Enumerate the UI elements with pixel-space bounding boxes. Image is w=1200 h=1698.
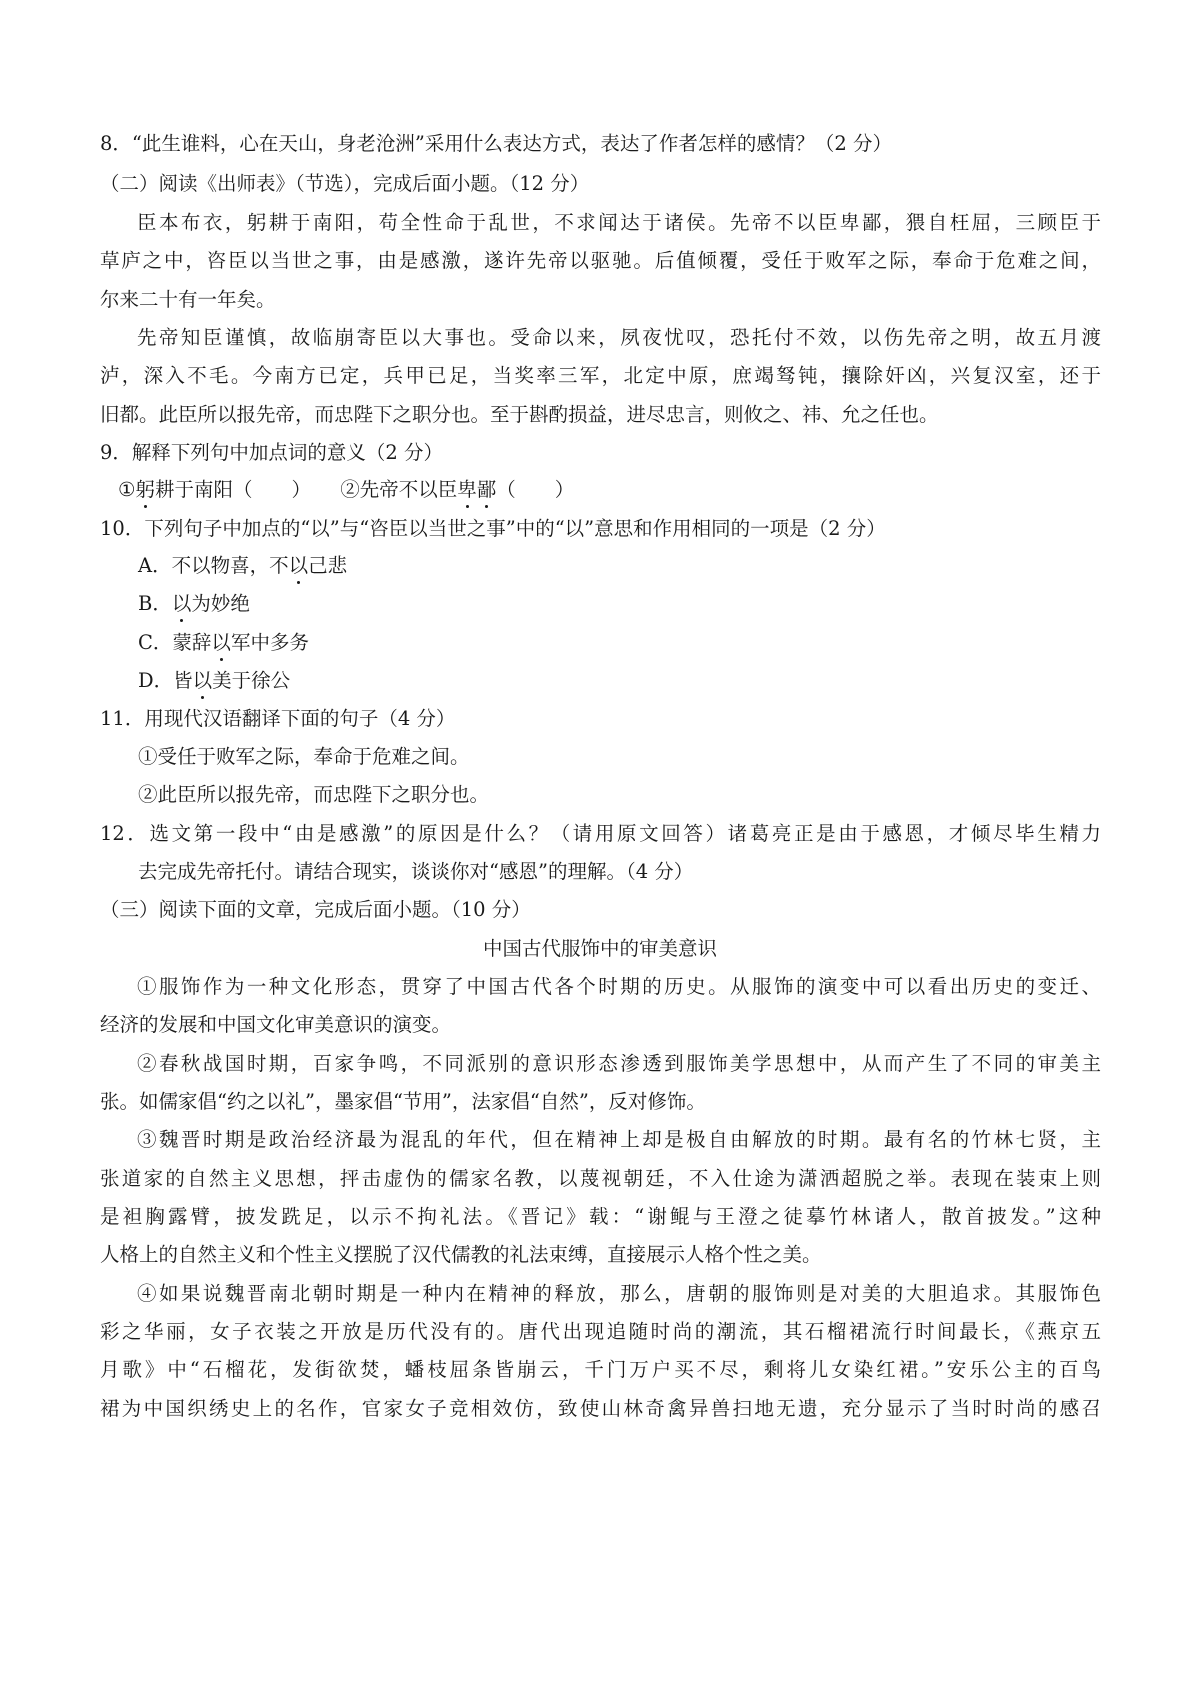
q9-item1-prefix: ① [118, 478, 136, 501]
article-paragraph-3-line-4: 人格上的自然主义和个性主义摆脱了汉代儒教的礼法束缚，直接展示人格个性之美。 [100, 1243, 822, 1266]
article-paragraph-3-line-2: 张道家的自然主义思想，抨击虚伪的儒家名教，以蔑视朝廷，不入仕途为潇洒超脱之举。表现在装束上则 [100, 1167, 1101, 1190]
passage-paragraph-1-line-2: 草庐之中，咨臣以当世之事，由是感激，遂许先帝以驱驰。后值倾覆，受任于败军之际，奉命于危难之间， [100, 249, 1101, 272]
passage-paragraph-1-line-1: 臣本布衣，躬耕于南阳，苟全性命于乱世，不求闻达于诸侯。先帝不以臣卑鄙，猥自枉屈，三顾臣于 [137, 211, 1101, 234]
question-11-sentence-1: ①受任于败军之际，奉命于危难之间。 [138, 745, 470, 768]
section-2-heading: （二）阅读《出师表》（节选），完成后面小题。（12 分） [100, 172, 590, 195]
q10-d-dotted: 以 [192, 669, 213, 692]
question-11-sentence-2: ②此臣所以报先帝，而忠陛下之职分也。 [138, 783, 490, 806]
q9-item-middle: 耕于南阳（ ） ②先帝不以臣 [155, 478, 458, 501]
q10-b-rest: 为妙绝 [191, 592, 250, 615]
q10-b-text: B． [138, 592, 172, 615]
q10-d-text: D．皆 [138, 669, 193, 692]
question-11: 11．用现代汉语翻译下面的句子（4 分） [100, 707, 456, 730]
article-paragraph-4-line-2: 彩之华丽，女子衣装之开放是历代没有的。唐代出现追随时尚的潮流，其石榴裙流行时间最长，《燕京五 [100, 1320, 1101, 1343]
article-paragraph-4-line-4: 裙为中国织绣史上的名作，官家女子竞相效仿，致使山林奇禽异兽扫地无遗，充分显示了当时时尚的感召 [100, 1397, 1101, 1420]
q10-a-dotted: 以 [288, 554, 309, 577]
q10-d-rest: 美于徐公 [212, 669, 291, 692]
passage-paragraph-1-line-3: 尔来二十有一年矣。 [100, 288, 276, 311]
passage-paragraph-2-line-1: 先帝知臣谨慎，故临崩寄臣以大事也。受命以来，夙夜忧叹，恐托付不效，以伤先帝之明，故五月渡 [137, 326, 1101, 349]
article-paragraph-2-line-1: ②春秋战国时期，百家争鸣，不同派别的意识形态渗透到服饰美学思想中，从而产生了不同的审美主 [137, 1052, 1101, 1075]
article-paragraph-4-line-1: ④如果说魏晋南北朝时期是一种内在精神的释放，那么，唐朝的服饰则是对美的大胆追求。其服饰色 [137, 1282, 1101, 1305]
q9-dotted-word-3: 鄙 [476, 478, 497, 501]
question-9-items [118, 477, 574, 503]
q10-option-d [138, 668, 290, 694]
article-paragraph-2-line-2: 张。如儒家倡“约之以礼”，墨家倡“节用”，法家倡“自然”，反对修饰。 [100, 1090, 706, 1113]
article-paragraph-4-line-3: 月歌》中“石榴花，发街欲焚，蟠枝屈条皆崩云，千门万户买不尽，剩将儿女染红裙。”安乐公主的百鸟 [100, 1358, 1101, 1381]
article-paragraph-3-line-1: ③魏晋时期是政治经济最为混乱的年代，但在精神上却是极自由解放的时期。最有名的竹林七贤，主 [137, 1128, 1101, 1151]
question-9: 9．解释下列句中加点词的意义（2 分） [100, 441, 444, 464]
q10-option-b [138, 591, 250, 617]
q10-a-text: A．不以物喜，不 [138, 554, 289, 577]
article-paragraph-1-line-1: ①服饰作为一种文化形态，贯穿了中国古代各个时期的历史。从服饰的演变中可以看出历史的变迁、 [137, 975, 1101, 998]
q10-option-c [138, 630, 309, 656]
question-8: 8．“此生谁料，心在天山，身老沧洲”采用什么表达方式，表达了作者怎样的感情？（2 分） [100, 132, 892, 155]
passage-paragraph-2-line-3: 旧都。此臣所以报先帝，而忠陛下之职分也。至于斟酌损益，进尽忠言，则攸之、祎、允之任也。 [100, 403, 939, 426]
article-paragraph-1-line-2: 经济的发展和中国文化审美意识的演变。 [100, 1013, 452, 1036]
q9-dotted-word-1: 躬 [135, 478, 155, 501]
q10-c-dotted: 以 [211, 631, 231, 654]
question-12-line-2: 去完成先帝托付。请结合现实，谈谈你对“感恩”的理解。（4 分） [138, 860, 694, 883]
section-3-heading: （三）阅读下面的文章，完成后面小题。（10 分） [100, 898, 531, 921]
q9-item2-blank: （ ） [496, 478, 575, 501]
q10-c-text: C．蒙辞 [138, 631, 212, 654]
q10-option-a [138, 553, 347, 579]
q10-a-rest: 己悲 [308, 554, 348, 577]
q9-dotted-word-2: 卑 [457, 478, 477, 501]
article-title: 中国古代服饰中的审美意识 [482, 937, 717, 960]
passage-paragraph-2-line-2: 泸，深入不毛。今南方已定，兵甲已足，当奖率三军，北定中原，庶竭驽钝，攘除奸凶，兴复汉室，还于 [100, 364, 1101, 387]
question-12-line-1: 12．选文第一段中“由是感激”的原因是什么？（请用原文回答）诸葛亮正是由于感恩，才倾尽毕生精力 [100, 822, 1101, 845]
q10-b-dotted: 以 [171, 592, 192, 615]
q10-c-rest: 军中多务 [230, 631, 309, 654]
article-paragraph-3-line-3: 是袒胸露臂，披发跣足，以示不拘礼法。《晋记》载：“谢鲲与王澄之徒摹竹林诸人，散首披发。”这种 [100, 1205, 1101, 1228]
question-10: 10．下列句子中加点的“以”与“咨臣以当世之事”中的“以”意思和作用相同的一项是（2 分） [100, 517, 886, 540]
